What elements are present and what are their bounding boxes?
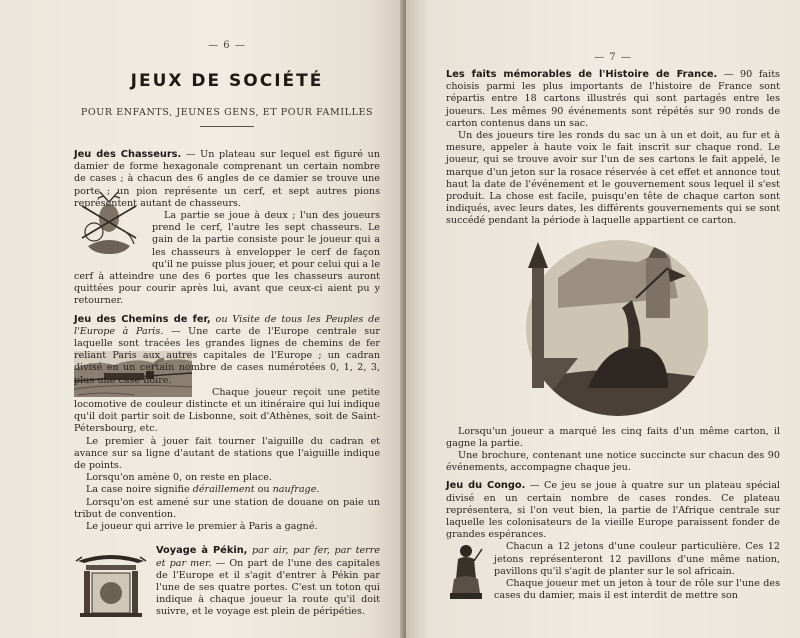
congo-jetons: Chacun a 12 jetons d'une couleur particulière. Ces 12 jetons représenteront 12 pavillons d'une même nation, pavillons qu'il s'agit de planter sur le sol africain. (494, 541, 780, 577)
faits-rules: Un des joueurs tire les ronds du sac un à un et doit, au fur et à mesure, appeler à haute voix le fait inscrit sur chaque rond. Le joueur, qui se trouve avoir sur l'un de ses cartons le fait appelé, le marque d'un jeton sur la rosace réservée à cet effet et annonce tout haut la date de l'événement et le gouvernement sous lequel il s'est produit. La chose est facile, puisqu'en tête de chaque carton sont indiqués, avec leurs dates, les différents gouvernements qui se sont succédé pendant la période à laquelle appartient ce carton. (446, 130, 780, 227)
congo-tour: Chaque joueur met un jeton à tour de rôle sur l'une des cases du damier, mais il est interdit de mettre son (494, 578, 780, 602)
case-noire-c: ou (254, 484, 273, 496)
chemins-douane: Lorsqu'on est amené sur une station de douane on paie un tribut de convention. (74, 496, 380, 520)
congo-figure-illustration (446, 543, 486, 601)
congo-heading: Jeu du Congo. (446, 480, 526, 492)
pekin-text: — On part de l'une des capitales de l'Europe et il s'agit d'entrer à Pékin par l'une de ses quatre portes. C'est un toton qui indique à chaque joueur la route qu'il doit suivre, et le voyage est plein de péripéties. (156, 557, 380, 618)
chemins-cadran: Le premier à jouer fait tourner l'aiguille du cadran et avance sur sa ligne d'autant de stations que l'aiguille indique de points. (74, 435, 380, 472)
pekin-heading: Voyage à Pékin, (156, 545, 248, 557)
title-divider (200, 126, 254, 127)
right-page (406, 0, 800, 638)
pagoda-gate-illustration (74, 547, 148, 619)
congo-text: — Ce jeu se joue à quatre sur un plateau spécial divisé en un certain nombre de cases rondes. Ce plateau représentera, si l'on veut bien, la partie de l'Afrique centrale sur laquelle les colonisateurs de la vieille Europe paraissent fonder de grandes espérances. (446, 480, 780, 541)
chemins-gagne: Le joueur qui arrive le premier à Paris a gagné. (86, 521, 318, 533)
chemins-heading: Jeu des Chemins de fer, (74, 313, 211, 325)
chemins-text: — Une carte de l'Europe centrale sur laquelle sont tracées les grandes lignes de chemins de fer reliant Paris aux autres capitales de l'Europe ; un cadran divisé en un certain nombre de cases numérotées 0, 1, 2, 3, plus une case noire. (74, 325, 380, 386)
knight-engraving (446, 238, 780, 418)
chemins-locomotive: Chaque joueur reçoit une petite locomotive de couleur distincte et un itinéraire qui lui indique qu'il doit partir soit de Lisbonne, soit d'Athènes, soit de Saint-Pétersbourg, etc. (74, 386, 380, 435)
congo-intro (446, 480, 780, 541)
faits-text: — 90 faits choisis parmi les plus importants de l'histoire de France sont répartis entre 18 cartons illustrés qui sont partagés entre les joueurs. Les mêmes 90 événements sont répétés sur 90 ronds de carton contenus dans un sac. (446, 69, 780, 129)
chemins-case-noire (74, 484, 380, 496)
chemins-heading-italic: ou Visite de tous les Peuples de l'Europe à Paris. (74, 313, 380, 337)
faits-gagne: Lorsqu'un joueur a marqué les cinq faits d'un même carton, il gagne la partie. (446, 425, 780, 449)
page-number-right: — 7 — (594, 52, 632, 63)
case-noire-d: naufrage (272, 484, 317, 496)
faits-intro (446, 69, 780, 130)
faits-heading: Les faits mémorables de l'Histoire de France. (446, 69, 718, 80)
case-noire-a: La case noire signifie (86, 484, 193, 496)
chasseurs-heading: Jeu des Chasseurs. (74, 149, 182, 160)
faits-brochure: Une brochure, contenant une notice succincte sur chacun des 90 événements, accompagne chaque jeu. (446, 450, 780, 474)
chasseurs-text: — Un plateau sur lequel est figuré un damier de forme hexagonale comprenant un certain nombre de cases ; à chacun des 6 angles de ce damier se trouve une porte ; un pion représente un cerf, et sept autres pions représentent autant de chasseurs. (74, 149, 380, 209)
case-noire-e: . (316, 484, 320, 496)
case-noire-b: déraillement (192, 484, 255, 496)
pekin-heading-italic: par air, par fer, par terre et par mer. (156, 545, 381, 569)
chemins-zero: Lorsqu'on amène 0, on reste en place. (86, 472, 272, 484)
chasseurs-intro (74, 149, 380, 210)
page-title: JEUX DE SOCIÉTÉ (130, 71, 324, 91)
page-number-left: — 6 — (208, 40, 246, 51)
page-subtitle: POUR ENFANTS, JEUNES GENS, ET POUR FAMILLES (80, 107, 374, 118)
chasseurs-rules: La partie se joue à deux ; l'un des joueurs prend le cerf, l'autre les sept chasseurs. Le gain de la partie consiste pour le joueur qui a les chasseurs à envelopper le cerf de façon qu'il ne puisse plus jouer, et pour celui qui a le cerf à atteindre une des 6 portes que les chasseurs auront quittées pour courir après lui, avant que ceux-ci aient pu y retourner. (74, 210, 380, 307)
chemins-intro (74, 314, 380, 387)
